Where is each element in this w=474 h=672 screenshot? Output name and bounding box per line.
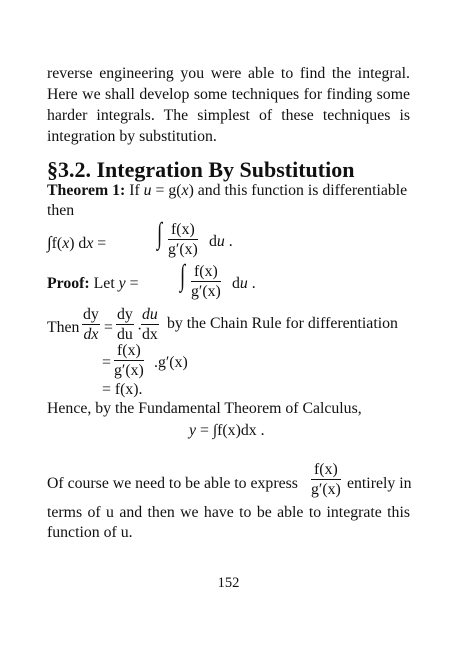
closing-line-3: function of u. bbox=[47, 524, 133, 541]
fraction-numerator: dy bbox=[117, 306, 133, 323]
formula-text: . bbox=[224, 233, 233, 250]
step2-fraction bbox=[114, 343, 144, 379]
theorem-then: then bbox=[47, 202, 75, 219]
formula-var: x bbox=[62, 235, 70, 252]
fraction-denominator: g′(x) bbox=[311, 480, 341, 498]
proof-text: . bbox=[247, 275, 256, 292]
fraction-numerator: dy bbox=[83, 306, 99, 323]
formula-var: u bbox=[216, 233, 225, 250]
intro-line-2: Here we shall develop some techniques for finding some bbox=[47, 86, 410, 103]
fraction-denominator: g′(x) bbox=[114, 361, 144, 379]
intro-line-4: integration by substitution. bbox=[47, 128, 217, 145]
fraction-denominator: dx bbox=[142, 325, 158, 343]
fraction-dy-dx bbox=[82, 307, 100, 343]
formula-text: f( bbox=[51, 235, 63, 252]
integral-sign: ∫ bbox=[212, 422, 218, 439]
then-word: Then bbox=[47, 319, 80, 336]
formula-text: = bbox=[93, 235, 107, 252]
integral-sign: ∫ bbox=[180, 259, 186, 292]
formula-text: f(x)dx . bbox=[217, 422, 265, 439]
step3: = f(x). bbox=[102, 381, 143, 398]
theorem-formula-lhs bbox=[47, 234, 106, 252]
integral-sign: ∫ bbox=[47, 233, 52, 252]
proof-var: u bbox=[239, 275, 248, 292]
equals-sign: = bbox=[104, 319, 113, 336]
intro-line-1: reverse engineering you were able to find the integral. bbox=[47, 65, 410, 82]
closing-fraction bbox=[311, 462, 341, 498]
proof-label: Proof: bbox=[47, 275, 90, 292]
proof-text: = bbox=[125, 275, 139, 292]
hence-formula bbox=[189, 423, 265, 439]
theorem-text: = g( bbox=[151, 182, 182, 199]
step2-tail: .g′(x) bbox=[154, 354, 188, 371]
fraction-du-dx bbox=[141, 307, 159, 343]
hence-line: Hence, by the Fundamental Theorem of Calculus, bbox=[47, 400, 362, 417]
theorem-fraction bbox=[168, 222, 198, 258]
formula-text: ) d bbox=[69, 235, 87, 252]
fraction-numerator: du bbox=[142, 306, 158, 323]
proof-fraction bbox=[191, 264, 221, 300]
fraction-numerator: f(x) bbox=[314, 461, 338, 478]
proof-line bbox=[47, 276, 139, 292]
theorem-text: If bbox=[125, 182, 144, 199]
proof-text: Let bbox=[89, 275, 119, 292]
formula-text: d bbox=[209, 233, 217, 250]
fraction-numerator: f(x) bbox=[117, 342, 141, 359]
fraction-denominator: du bbox=[117, 325, 133, 343]
proof-tail bbox=[232, 276, 256, 292]
formula-text: = bbox=[196, 422, 213, 439]
closing-line-1-end: entirely in bbox=[347, 475, 412, 492]
chain-rule-text: by the Chain Rule for differentiation bbox=[167, 315, 398, 332]
proof-var: y bbox=[118, 275, 126, 292]
proof-text: d bbox=[232, 275, 240, 292]
page bbox=[47, 0, 410, 672]
formula-var: y bbox=[189, 422, 197, 439]
fraction-numerator: f(x) bbox=[171, 221, 195, 238]
theorem-var-x: x bbox=[181, 182, 189, 199]
closing-line-1: Of course we need to be able to express bbox=[47, 475, 298, 492]
theorem-formula-tail bbox=[209, 234, 233, 250]
fraction-denominator: dx bbox=[83, 325, 99, 343]
fraction-numerator: f(x) bbox=[194, 263, 218, 280]
integral-sign: ∫ bbox=[157, 217, 163, 250]
fraction-denominator: g′(x) bbox=[168, 240, 198, 258]
fraction-dy-du bbox=[116, 307, 134, 343]
equals-sign: = bbox=[102, 354, 111, 371]
theorem-text: ) and this function is differentiable bbox=[188, 182, 408, 199]
section-heading: §3.2. Integration By Substitution bbox=[47, 157, 355, 182]
theorem-var-u: u bbox=[143, 182, 152, 199]
closing-line-2: terms of u and then we have to be able to integrate this bbox=[47, 504, 410, 521]
fraction-denominator: g′(x) bbox=[191, 282, 221, 300]
theorem-label: Theorem 1: bbox=[47, 182, 126, 199]
intro-line-3: harder integrals. The simplest of these techniques is bbox=[47, 107, 410, 124]
theorem-statement bbox=[47, 183, 407, 199]
dot-operator: · bbox=[137, 321, 143, 338]
page-number: 152 bbox=[217, 575, 240, 591]
formula-var: x bbox=[86, 235, 94, 252]
